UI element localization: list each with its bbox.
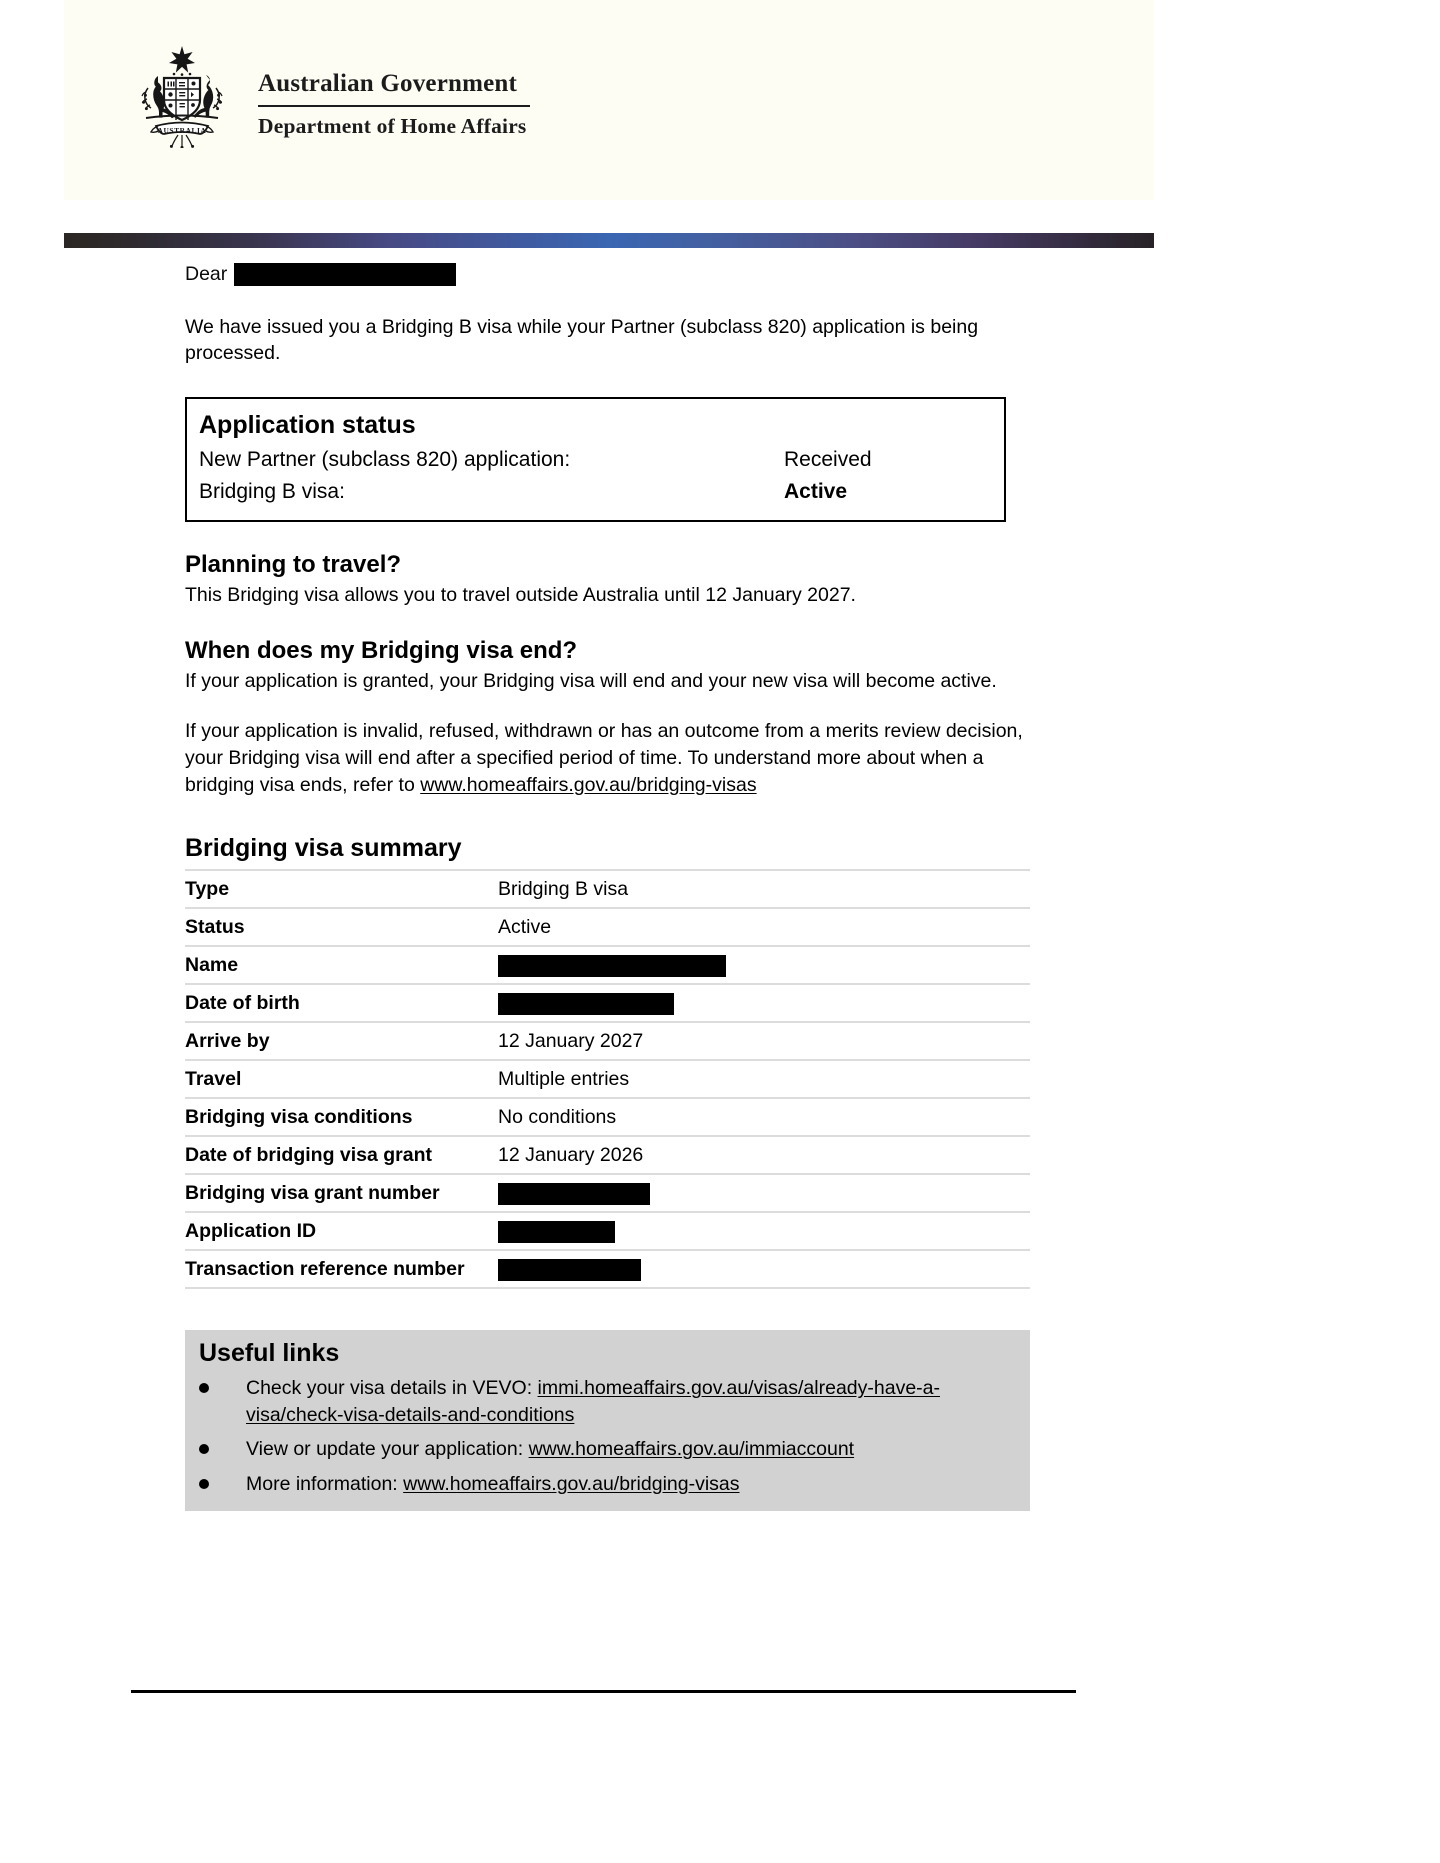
salutation-text: Dear: [185, 263, 228, 285]
list-item: [199, 1471, 1016, 1498]
summary-key-grant-date: Date of bridging visa grant: [185, 1136, 498, 1174]
useful-link-more-information[interactable]: www.homeaffairs.gov.au/bridging-visas: [403, 1472, 740, 1495]
application-status-heading: Application status: [199, 411, 416, 440]
summary-key-name: Name: [185, 946, 498, 984]
table-row: [185, 1060, 1030, 1098]
list-item: [199, 1436, 1016, 1463]
status-value-bridging-visa: Active: [784, 479, 848, 503]
masthead: [64, 0, 1154, 200]
bullet-icon: [199, 1383, 209, 1393]
redacted-grant-number: [498, 1183, 650, 1205]
table-row: [185, 908, 1030, 946]
status-row-bridging-visa: [199, 476, 992, 508]
bullet-icon: [199, 1444, 209, 1454]
summary-value-name: [498, 946, 1030, 984]
summary-value-type: Bridging B visa: [498, 870, 1030, 908]
bridging-visa-summary-table: [185, 869, 1030, 1289]
text-visa-ends-refused-body: If your application is invalid, refused, withdrawn or has an outcome from a merits review decision, your Bridging visa will end after a specified period of time. To understand more about when a bridging visa ends, refer to: [185, 720, 1023, 797]
table-row: [185, 1136, 1030, 1174]
useful-links-panel: [185, 1330, 1030, 1511]
summary-key-arrive-by: Arrive by: [185, 1022, 498, 1060]
summary-value-transaction-reference: [498, 1250, 1030, 1288]
table-row: [185, 984, 1030, 1022]
table-row: [185, 1098, 1030, 1136]
useful-link-label-vevo: Check your visa details in VEVO:: [246, 1377, 538, 1400]
redacted-application-id: [498, 1221, 615, 1243]
heading-when-visa-ends: When does my Bridging visa end?: [185, 636, 578, 664]
bullet-icon: [199, 1479, 209, 1489]
summary-key-application-id: Application ID: [185, 1212, 498, 1250]
redacted-recipient-name: [234, 263, 456, 286]
heading-useful-links: Useful links: [199, 1339, 340, 1368]
useful-link-label-immiaccount: View or update your application:: [246, 1438, 529, 1461]
text-planning-to-travel: This Bridging visa allows you to travel outside Australia until 12 January 2027.: [185, 583, 856, 606]
summary-value-status: Active: [498, 908, 1030, 946]
svg-text:AUSTRALIA: AUSTRALIA: [157, 126, 207, 135]
summary-key-grant-number: Bridging visa grant number: [185, 1174, 498, 1212]
summary-key-travel: Travel: [185, 1060, 498, 1098]
table-row: [185, 870, 1030, 908]
summary-value-application-id: [498, 1212, 1030, 1250]
summary-value-travel: Multiple entries: [498, 1060, 1030, 1098]
heading-planning-to-travel: Planning to travel?: [185, 550, 402, 578]
redacted-name: [498, 955, 726, 977]
summary-value-date-of-birth: [498, 984, 1030, 1022]
intro-paragraph: We have issued you a Bridging B visa while your Partner (subclass 820) application is being processed.: [185, 315, 979, 365]
summary-key-status: Status: [185, 908, 498, 946]
table-row: [185, 946, 1030, 984]
salutation: [185, 261, 1030, 288]
useful-link-immiaccount[interactable]: www.homeaffairs.gov.au/immiaccount: [528, 1438, 855, 1461]
useful-links-list: [199, 1375, 1016, 1497]
summary-key-type: Type: [185, 870, 498, 908]
letter-body: [185, 252, 1030, 1511]
government-wordmark: [258, 70, 578, 138]
useful-link-label-more-information: More information:: [246, 1472, 404, 1495]
table-row: [185, 1022, 1030, 1060]
australian-coat-of-arms-icon: [122, 42, 242, 148]
brand-gradient-band: [64, 233, 1154, 248]
useful-link-vevo[interactable]: immi.homeaffairs.gov.au/visas/already-have-a-visa/check-visa-details-and-conditions: [246, 1377, 940, 1426]
heading-bridging-visa-summary: Bridging visa summary: [185, 834, 462, 863]
status-label-partner-application: New Partner (subclass 820) application:: [199, 447, 571, 471]
summary-key-date-of-birth: Date of birth: [185, 984, 498, 1022]
summary-value-grant-number: [498, 1174, 1030, 1212]
list-item: [199, 1375, 1016, 1428]
table-row: [185, 1212, 1030, 1250]
application-status-box: [185, 397, 1006, 521]
status-label-bridging-visa: Bridging B visa:: [199, 479, 345, 503]
table-row: [185, 1174, 1030, 1212]
wordmark-line-department: Department of Home Affairs: [258, 113, 527, 138]
status-row-partner-application: [199, 444, 992, 476]
summary-value-conditions: No conditions: [498, 1098, 1030, 1136]
redacted-date-of-birth: [498, 993, 674, 1015]
wordmark-line-australian-government: Australian Government: [258, 70, 518, 97]
footer-divider: [131, 1690, 1076, 1693]
summary-key-transaction-reference: Transaction reference number: [185, 1250, 498, 1288]
wordmark-divider: [258, 105, 530, 107]
link-bridging-visas-inline[interactable]: www.homeaffairs.gov.au/bridging-visas: [420, 774, 757, 797]
text-visa-ends-refused: [185, 718, 1030, 799]
summary-key-conditions: Bridging visa conditions: [185, 1098, 498, 1136]
redacted-transaction-reference: [498, 1259, 641, 1281]
summary-value-arrive-by: 12 January 2027: [498, 1022, 1030, 1060]
status-value-partner-application: Received: [784, 447, 872, 471]
text-visa-ends-granted: If your application is granted, your Bridging visa will end and your new visa will become active.: [185, 669, 997, 692]
table-row: [185, 1250, 1030, 1288]
summary-value-grant-date: 12 January 2026: [498, 1136, 1030, 1174]
